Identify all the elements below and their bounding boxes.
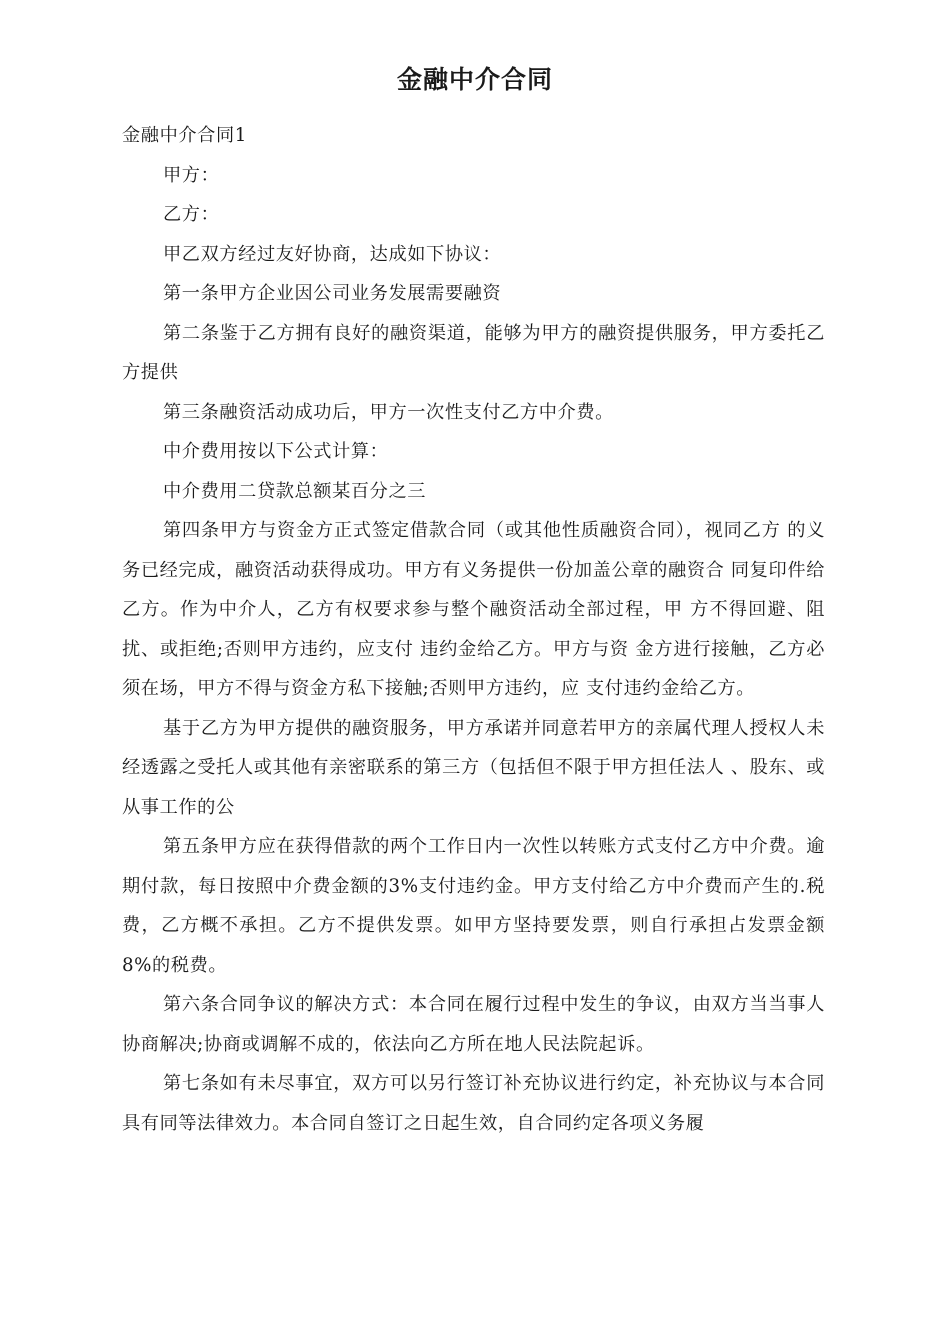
contract-paragraph: 第七条如有未尽事宜，双方可以另行签订补充协议进行约定，补充协议与本合同具有同等法律效力。本合同自签订之日起生效，自合同约定各项义务履 bbox=[122, 1073, 825, 1134]
contract-paragraph: 甲方： bbox=[163, 164, 220, 186]
contract-paragraph: 第五条甲方应在获得借款的两个工作日内一次性以转账方式支付乙方中介费。逾期付款，每日按照中介费金额的3%支付违约金。甲方支付给乙方中介费而产生的.税费，乙方概不承担。乙方不提供发票。如甲方坚持要发票，则自行承担占发票金额8%的税费。 bbox=[122, 836, 825, 976]
contract-paragraph: 乙方： bbox=[163, 204, 220, 225]
document-body bbox=[122, 116, 825, 1143]
contract-paragraph: 甲乙双方经过友好协商，达成如下协议： bbox=[163, 243, 502, 265]
contract-subtitle: 金融中介合同1 bbox=[122, 125, 247, 146]
contract-paragraph: 第一条甲方企业因公司业务发展需要融资 bbox=[163, 283, 502, 304]
contract-paragraph: 基于乙方为甲方提供的融资服务，甲方承诺并同意若甲方的亲属代理人授权人未经透露之受托人或其他有亲密联系的第三方（包括但不限于甲方担任法人 、股东、或从事工作的公 bbox=[122, 717, 825, 818]
contract-paragraph: 第四条甲方与资金方正式签定借款合同（或其他性质融资合同），视同乙方 的义务已经完成，融资活动获得成功。甲方有义务提供一份加盖公章的融资合 同复印件给乙方。作为中介人，乙方有权要求参与整个融资活动全部过程，甲 方不得回避、阻扰、或拒绝;否则甲方违约，应支付 违约金给乙方。甲方与资 金方进行接触，乙方必须在场，甲方不得与资金方私下接触;否则甲方违约，应 支付违约金给乙方。 bbox=[122, 520, 825, 699]
contract-paragraph: 第六条合同争议的解决方式：本合同在履行过程中发生的争议，由双方当当事人协商解决;协商或调解不成的，依法向乙方所在地人民法院起诉。 bbox=[122, 994, 825, 1055]
contract-paragraph: 第二条鉴于乙方拥有良好的融资渠道，能够为甲方的融资提供服务，甲方委托乙方提供 bbox=[122, 322, 825, 383]
document-title: 金融中介合同 bbox=[396, 65, 553, 94]
contract-paragraph: 中介费用二贷款总额某百分之三 bbox=[163, 480, 427, 502]
contract-paragraph: 第三条融资活动成功后，甲方一次性支付乙方中介费。 bbox=[163, 401, 614, 423]
contract-paragraph: 中介费用按以下公式计算： bbox=[163, 441, 389, 462]
